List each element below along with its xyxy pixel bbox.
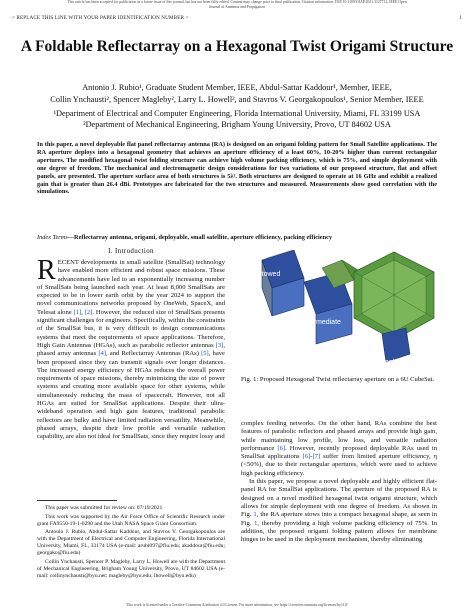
figure-label-stowed: Stowed [257,271,281,278]
drop-cap: R [37,255,56,286]
page-number: 1 [459,15,462,21]
citation-link[interactable]: [6] [277,444,286,452]
author-line-2: Collin Ynchausti², Spencer Magleby², Larry L. Howell², and Stavros V. Georgakopoulos¹, Senior Member, IEEE [50,95,424,104]
intro-sep: , [81,308,85,316]
banner-line-2: Journal of Antennas and Propagation [208,4,266,9]
section-heading: I. Introduction [108,248,154,255]
running-head-text: > REPLACE THIS LINE WITH YOUR PAPER IDENTIFICATION NUMBER < [12,15,189,21]
footnote-rule [37,500,117,501]
affiliations [18,109,456,130]
figure-label-intermediate: Intermediate [302,319,341,326]
right-text-3: suffer from limited aperture efficiency, η [320,453,437,461]
figure-1-caption: Fig. 1: Proposed Hexagonal Twist reflectarray aperture on a 6U CubeSat. [241,376,435,383]
citation-link[interactable]: [5] [201,350,209,358]
footnote-3: Antonio J. Rubio, Abdul-Sattar Kaddour, and Stavros V. Georgakopoulos are with the Department of Electrical and Computer Engineering, Florida International University, Miami, FL, 33174 USA (e-mail: arubi097@fiu.edu; akaddour@fiu.edu; georgako@fiu.edu) [37,529,225,557]
citation-link[interactable]: [7] [312,453,321,461]
right-text-6: , thereby providing a high volume packing efficiency of 75%. In addition, the proposed origami folding pattern allows for membrane hinges to be used in the deployment mechanism, thereby eliminating [241,519,437,544]
paper-title: A Foldable Reflectarray on a Hexagonal Twist Origami Structure [20,38,454,55]
affiliation-2: ²Department of Mechanical Engineering, Brigham Young University, Provo, UT 84602 USA [83,119,391,129]
right-text-2: . However, recently proposed deployable RAs used in SmallSat applications [241,444,438,461]
footnote-1: This paper was submitted for review on: 07/19/2021 [45,505,163,511]
stowed-satellite-image [262,250,304,316]
right-text-3b: (<50%), due to their rectangular apertures, which were used to achieve high packing efficiency. [241,461,437,477]
figure-label-deployed: Deployed [380,359,410,366]
intro-text-4: , and Reflectarray Antennas (RAs) [106,350,202,358]
citation-link[interactable]: [2] [84,308,93,316]
footnotes [37,505,225,581]
footnote-2: This work was supported by the Air Force Office of Scientific Research under grant FA9550-19-1-0290 and the Utah NASA Space Grant Consortium. [37,513,225,527]
figure-1 [242,250,440,370]
intro-text-3: , phased array antennas [37,341,225,358]
figure-link[interactable]: 1 [253,511,257,519]
citation-link[interactable]: [6] [302,453,311,461]
intro-text-2: . However, the reduced size of SmallSats presents significant challenges for engineers. Specifically, within the constraints of the SmallSat bus, it is very difficult to design communications systems that meet the requirements of space applications. Therefore, High Gain Antennas (HGAs), such as parabolic reflector antennas [37,308,226,349]
figure-link[interactable]: 1 [254,519,258,527]
running-head [12,15,462,21]
right-column-text [241,420,437,544]
figure-1-illustration [242,250,440,370]
intro-text-5: , have been proposed since they can transmit signals over longer distances. The increased energy efficiency of HGAs reduces the overall power requirements of space missions, thereby minimizing the size of power systems and creating more available space for other systems, while simultaneously reducing the mass of spacecraft. However, not all HGAs are suited for SmallSat applications. Despite their ultra-wideband operation and high gain features, traditional parabolic reflectors are bulky and have limited radiation versatility. Meanwhile, phased arrays, despite their low profile and versatile radiation capability, are also not ideal for SmallSats, since they require lossy and [37,350,225,441]
intro-text-1: ECENT developments in small satellite (SmallSat) technology have enabled more efficient and robust space missions. These advancements have led to an exponentially increasing number of SmallSats being launched each year. At least 8,000 SmallSats are expected to be in lower earth orbit by the year 2024 to support the novel communications networks proposed by OneWeb, SpaceX, and Telesat alone [37,259,225,316]
abstract: In this paper, a novel deployable flat panel reflectarray antenna (RA) is designed on an origami folding pattern for Small Satellite applications. The RA aperture deploys into a hexagonal geometry that achieves an aperture efficiency of a least 60%, 10-20% higher than current rectangular apertures. The modified hexagonal twist folding structure can achieve high volume packing efficiency, which is 75%, and simple deployment with one degree of freedom. The mechanical and electromagnetic design considerations for two variations of our proposed structure, flat and offset panels, are presented. The aperture surface area of both structures is 5λ². Both structures are designed to operate at 16 GHz and exhibit a realized gain that is greater than 26.4 dBi. Prototypes are fabricated for the two structures and measured. Measurements show good correlation with the simulations. [37,141,437,196]
license-notice: This work is licensed under a Creative Commons Attribution 4.0 License. For more information, see https://creativecommons.org/licenses/by/4.0/ [126,603,348,607]
index-terms-label: Index Terms [37,234,68,241]
right-text-1: complex feeding networks. On the other hand, RAs combine the best features of parabolic reflectors and phased arrays and provide high gain, while maintaining low profile, low loss, and versatile radiation performance [241,420,437,452]
citation-link[interactable]: [3] [215,341,224,349]
intro-paragraph [37,255,226,442]
right-paragraph-2 [241,478,437,544]
affiliation-1: ¹Department of Electrical and Computer Engineering, Florida International University, Miami, FL 33199 USA [53,109,421,118]
right-text-5: , the RA aperture stows into a compact hexagonal shape, as seen in Fig. [241,511,438,527]
index-terms [37,234,437,242]
banner-line-1: This article has been accepted for publication in a future issue of this journal, but has not been fully edited. Content may change prior to final publication. Citation information: DOI 10.1109/OJAP.2021.3127712, IEEE Open [67,0,407,4]
author-line-1: Antonio J. Rubio¹, Graduate Student Member, IEEE, Abdul-Sattar Kaddour¹, Member, IEEE, [82,83,392,92]
right-sep: - [310,453,313,461]
citation-link[interactable]: [1] [73,308,82,316]
publication-banner [0,0,474,10]
footnote-4: Collin Ynchausti, Spencer P. Magleby, Larry L. Howell are with the Department of Mechanical Engineering, Brigham Young University, Provo, UT 84602 USA (e-mail: collinynchausti@byu.net; magleby@byu.edu; lhowell@byu.edu) [37,558,225,579]
index-terms-text: —Reflectarray antenna, origami, deployable, small satellite, aperture efficiency, packing efficiency [67,234,333,241]
right-text-4: In this paper, we propose a novel deployable and highly efficient flat-panel RA for SmallSat applications. The aperture of the proposed RA is designed on a novel modified hexagonal twist origami structure, which allows for simple deployment with one degree of freedom. As shown in Fig. [241,478,437,519]
author-list [18,82,456,106]
citation-link[interactable]: [4] [98,350,107,358]
